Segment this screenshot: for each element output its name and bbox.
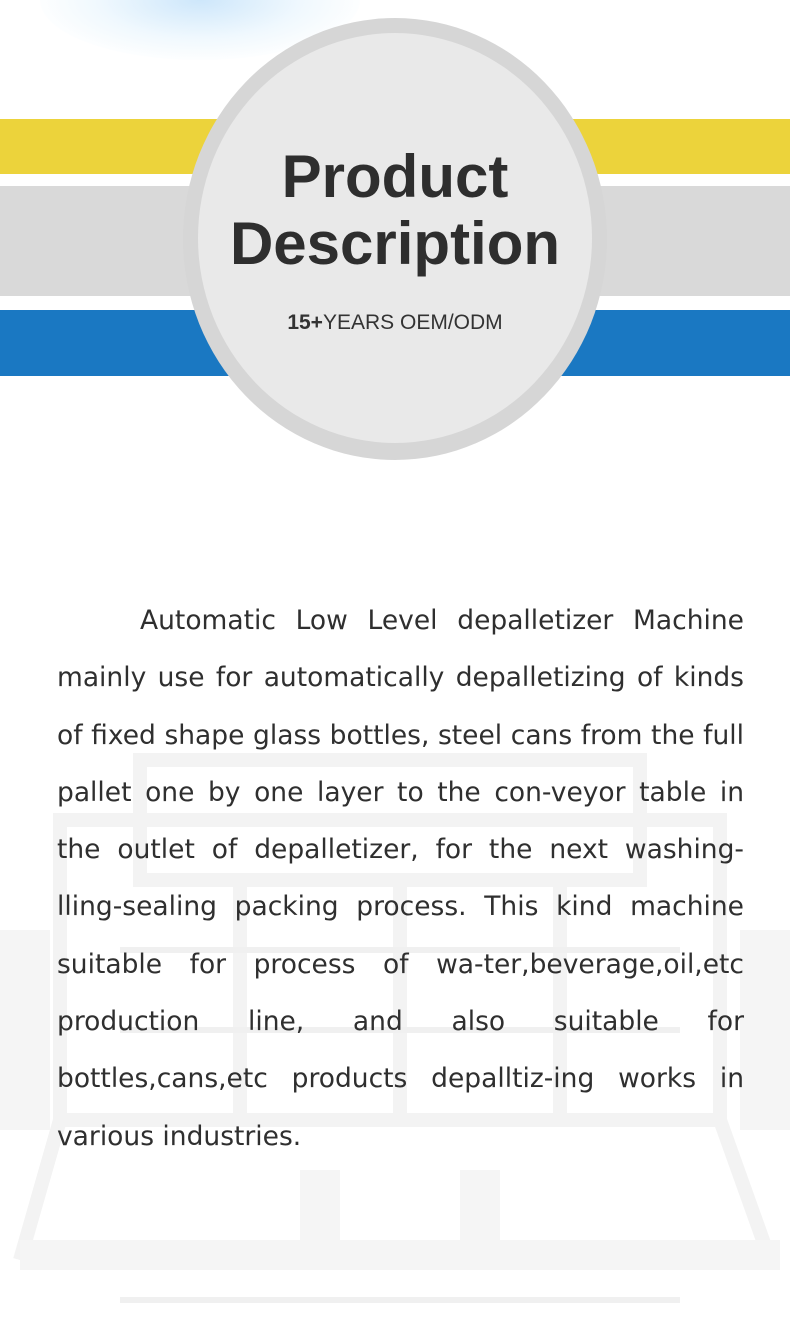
page-title-line-2: Description	[229, 210, 561, 277]
years-number: 15+	[287, 311, 323, 334]
page-title-line-1: Product	[281, 143, 509, 210]
years-label: YEARS OEM/ODM	[322, 311, 503, 334]
page-subtitle	[198, 312, 592, 333]
product-description-text: Automatic Low Level depalletizer Machine mainly use for automatically depalletizing of kinds of fixed shape glass bottles, steel cans from the full pallet one by one layer to the con-veyor table in the outlet of depalletizer, for the next washing-lling-sealing packing process. This kind machine suitable for process of wa-ter,beverage,oil,etc production line, and also suitable for bottles,cans,etc products depalltiz-ing works in various industries.	[57, 605, 744, 1152]
